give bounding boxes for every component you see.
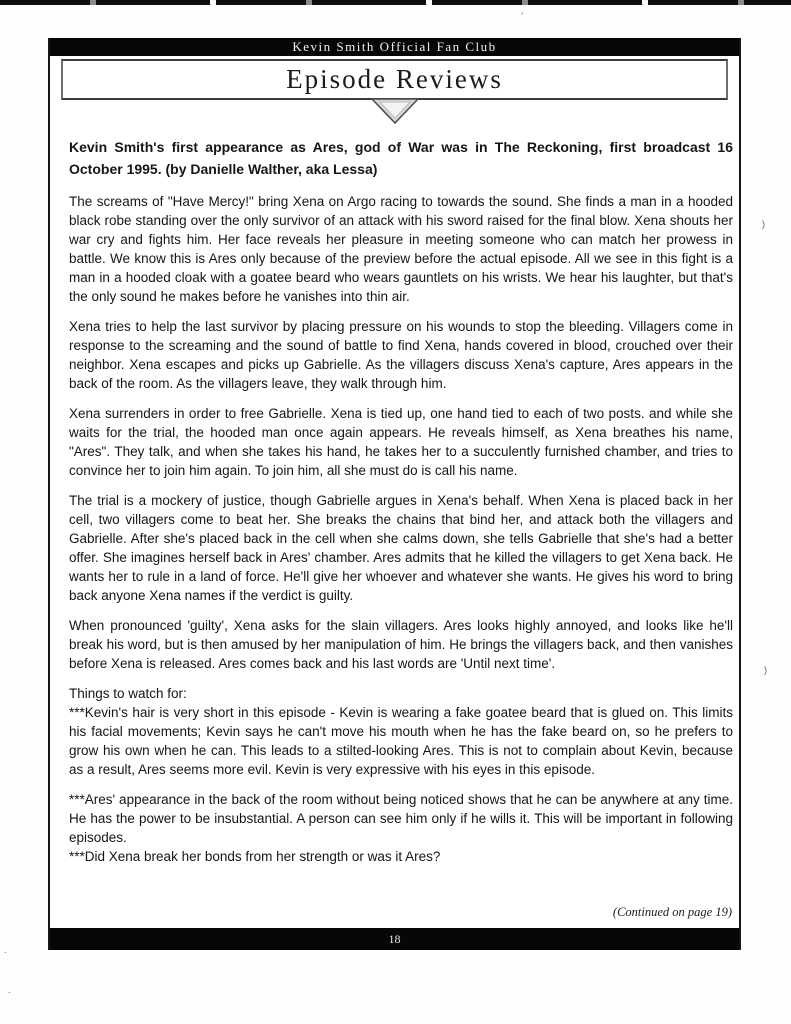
section-title-box [61,59,728,100]
article-paragraph: The trial is a mockery of justice, though Gabrielle argues in Xena's behalf. When Xena is placed back in her cell, two villagers come to beat her. She breaks the chains that bind her, and attack both the villagers and Gabrielle. After she's placed back in the cell when she calms down, she tells Gabrielle that she's had a better offer. She imagines herself back in Ares' chamber. Ares admits that he killed the villagers to get Xena back. He wants her to rule in a land of force. He'll give her whoever and whatever she wants. He gives his word to bring back anyone Xena names if the verdict is guilty. [69,493,733,603]
watch-note: ***Did Xena break her bonds from her strength or was it Ares? [69,849,441,864]
footer-banner [50,928,739,950]
scan-speck: ’ [521,11,523,21]
watch-note: ***Ares' appearance in the back of the room without being noticed shows that he can be anywhere at any time. He has the power to be insubstantial. A person can see him only if he wills it. This will be important in following episodes. [69,792,733,845]
newsletter-header-banner: Kevin Smith Official Fan Club [50,38,739,56]
page-frame [48,38,741,950]
triangle-ornament-icon [371,98,419,124]
article-paragraph: The screams of "Have Mercy!" bring Xena on Argo racing to towards the sound. She finds a man in a hooded black robe standing over the only survivor of an attack with his sword raised for the final blow. Xena shouts her war cry and fights him. Her face reveals her pleasure in meeting someone who can match her prowess in battle. We know this is Ares only because of the preview before the actual episode. All we see in this fight is a man in a hooded cloak with a goatee beard who wears gauntlets on his wrists. We hear his laughter, but that's the only sound he makes before he vanishes into thin air. [69,194,733,304]
scan-speck: . [4,945,7,955]
article-paragraph: When pronounced 'guilty', Xena asks for the slain villagers. Ares looks highly annoyed, and looks like he'll break his word, but is then amused by her manipulation of him. He brings the villagers back, and then vanishes before Xena is released. Ares comes back and his last words are 'Until next time'. [69,618,733,671]
scan-artifact-top-strip [0,0,791,5]
page-number: 18 [388,932,401,946]
article-intro: Kevin Smith's first appearance as Ares, god of War was in The Reckoning, first broadcast 16 October 1995. (by Danielle Walther, aka Lessa) [69,139,733,177]
watch-note: ***Kevin's hair is very short in this episode - Kevin is wearing a fake goatee beard that is glued on. This limits his facial movements; Kevin says he can't move his mouth when he has the fake beard on, so he prefers to grow his own when he can. This leads to a stilted-looking Ares. This is not to complain about Kevin, because as a result, Ares seems more evil. Kevin is very expressive with his eyes in this episode. [69,705,733,777]
article-body [50,124,739,866]
things-to-watch-heading: Things to watch for: [69,686,187,701]
diamond-ornament [50,98,739,124]
scan-speck: ) [762,219,765,229]
scan-speck: ) [764,665,767,675]
article-paragraph: Xena tries to help the last survivor by placing pressure on his wounds to stop the bleeding. Villagers come in response to the screaming and the sound of battle to find Xena, hands covered in blood, crouched over their neighbor. Xena escapes and picks up Gabrielle. As the villagers discuss Xena's capture, Ares appears in the back of the room. As the villagers leave, they walk through him. [69,319,733,391]
scan-speck: . [8,985,11,995]
page-title: Episode Reviews [286,64,503,94]
article-paragraph: Xena surrenders in order to free Gabrielle. Xena is tied up, one hand tied to each of two posts. and while she waits for the trial, the hooded man once again appears. He reveals himself, as Xena breathes his name, "Ares". They talk, and when she takes his hand, he takes her to a succulently furnished chamber, and tries to convince her to join him again. To join him, all she must do is call his name. [69,406,733,478]
continued-on-note: (Continued on page 19) [612,905,732,919]
